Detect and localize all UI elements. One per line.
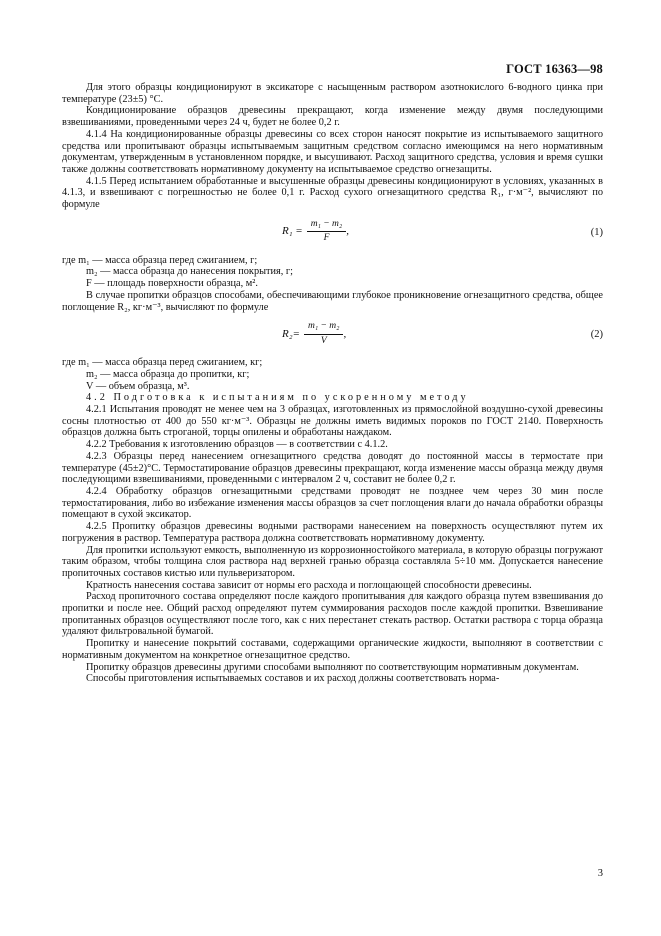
paragraph: 4.1.4 На кондиционированные образцы древесины со всех сторон наносят покрытие из испытываемого защитного средства или пропитывают образцы испытываемым защитным средством согласно имеющимся на него нормативным документам, утвержденным в установленном порядке, и высушивают. Расход защитного средства, условия и время сушки также должны соответствовать нормативному документу на испытываемое средство огнезащиты. [62, 128, 603, 175]
section-heading: 4.2 Подготовка к испытаниям по ускоренному методу [86, 392, 469, 404]
paragraph: 4.2.1 Испытания проводят не менее чем на 3 образцах, изготовленных из прямослойной воздушно-сухой древесины сосны плотностью от 400 до 550 кг·м⁻³. Образцы не должны иметь видимых пороков по ГОСТ 2140. Поверхность образцов должна быть строганой, торцы опилены и обработаны наждаком. [62, 404, 603, 439]
formula-1-lhs: R₁ = [282, 225, 303, 238]
formula-1-denominator: F [323, 233, 330, 244]
paragraph: 4.1.5 Перед испытанием обработанные и высушенные образцы древесины кондиционируют в условиях, указанных в 4.1.3, и взвешивают с погрешностью не более 0,1 г. Расход сухого огнезащитного средства R₁, г·м⁻², вычисляют по формуле [62, 175, 603, 211]
definition-line: m₂ — масса образца до нанесения покрытия, г; [86, 266, 293, 278]
paragraph: Для этого образцы кондиционируют в эксикаторе с насыщенным раствором азотнокислого 6-водного цинка при температуре (23±5) °С. [62, 82, 603, 105]
paragraph: 4.2.2 Требования к изготовлению образцов — в соответствии с 4.1.2. [86, 439, 388, 451]
formula-1-number: (1) [590, 226, 603, 238]
formula-2-number: (2) [590, 329, 603, 341]
page-number: 3 [597, 868, 603, 879]
paragraph: 4.2.5 Пропитку образцов древесины водными растворами нанесением на поверхность осуществляют путем их погружения в раствор. Температура раствора должна соответствовать нормативному документу. [62, 521, 603, 544]
paragraph: Кондиционирование образцов древесины прекращают, когда изменение между двумя последующими взвешиваниями, проведенными через 24 ч, будет не более 0,2 г. [62, 105, 603, 129]
paragraph: 4.2.4 Обработку образцов огнезащитными средствами проводят не позднее чем через 30 мин после термостатирования, либо во избежание изменения массы образцов за счет поглощения влаги до начала обработки образцы помещают в сухой эксикатор. [62, 485, 603, 521]
definition-line: V — объем образца, м³. [86, 380, 190, 392]
formula-2-lhs: R₂= [282, 327, 300, 340]
paragraph: Пропитку и нанесение покрытий составами, содержащими органические жидкости, выполняют в соответствии с нормативным документом на конкретное огнезащитное средство. [62, 638, 603, 661]
definition-line: F — площадь поверхности образца, м². [86, 278, 258, 290]
document-code-header: ГОСТ 16363—98 [506, 62, 603, 76]
paragraph: В случае пропитки образцов способами, обеспечивающими глубокое проникновение огнезащитного средства, общее поглощение R₂, кг·м⁻³, вычисляют по формуле [62, 289, 603, 313]
formula-2-denominator: V [320, 335, 327, 346]
formula-1 [62, 215, 603, 251]
definition-line: m₂ — масса образца до пропитки, кг; [86, 368, 250, 380]
formula-2 [62, 317, 603, 353]
formula-2-numerator: m₁ − m₂ [304, 321, 344, 335]
paragraph: Способы приготовления испытываемых составов и их расход должны соответствовать норма- [86, 673, 500, 685]
formula-1-numerator: m₁ − m₂ [307, 219, 347, 233]
formula-1-fraction [307, 219, 347, 245]
definition-line: где m₁ — масса образца перед сжиганием, г; [62, 254, 258, 266]
formula-1-tail: , [346, 225, 349, 238]
paragraph: 4.2.3 Образцы перед нанесением огнезащитного средства доводят до постоянной массы в термостате при температуре (45±2)°С. Термостатирование образцов древесины прекращают, когда изменение массы образца между двумя последующими взвешиваниями, проведенными с интервалом 2 ч, составит не более 0,2 г. [62, 450, 603, 486]
document-body [62, 82, 603, 685]
paragraph: Расход пропиточного состава определяют после каждого пропитывания для каждого образца путем взвешивания до пропитки и после нее. Общий расход определяют путем суммирования расходов после каждой пропитки. Взвешивание пропитанных образцов осуществляют после того, как с них перестанет стекать раствор. Остатки раствора с торца образца удаляют фильтровальной бумагой. [62, 591, 603, 638]
paragraph: Кратность нанесения состава зависит от нормы его расхода и поглощающей способности древесины. [86, 579, 532, 591]
formula-2-fraction [304, 321, 347, 347]
document-page [62, 0, 603, 936]
paragraph: Для пропитки используют емкость, выполненную из коррозионностойкого материала, в которую образцы погружают таким образом, чтобы толщина слоя раствора над верхней гранью образца составляла 5÷10 мм. Допускается нанесение пропиточных составов кистью или пульверизатором. [62, 544, 603, 579]
paragraph: Пропитку образцов древесины другими способами выполняют по соответствующим нормативным документам. [86, 661, 579, 673]
definition-line: где m₁ — масса образца перед сжиганием, кг; [62, 357, 263, 369]
formula-2-tail: , [343, 327, 347, 340]
